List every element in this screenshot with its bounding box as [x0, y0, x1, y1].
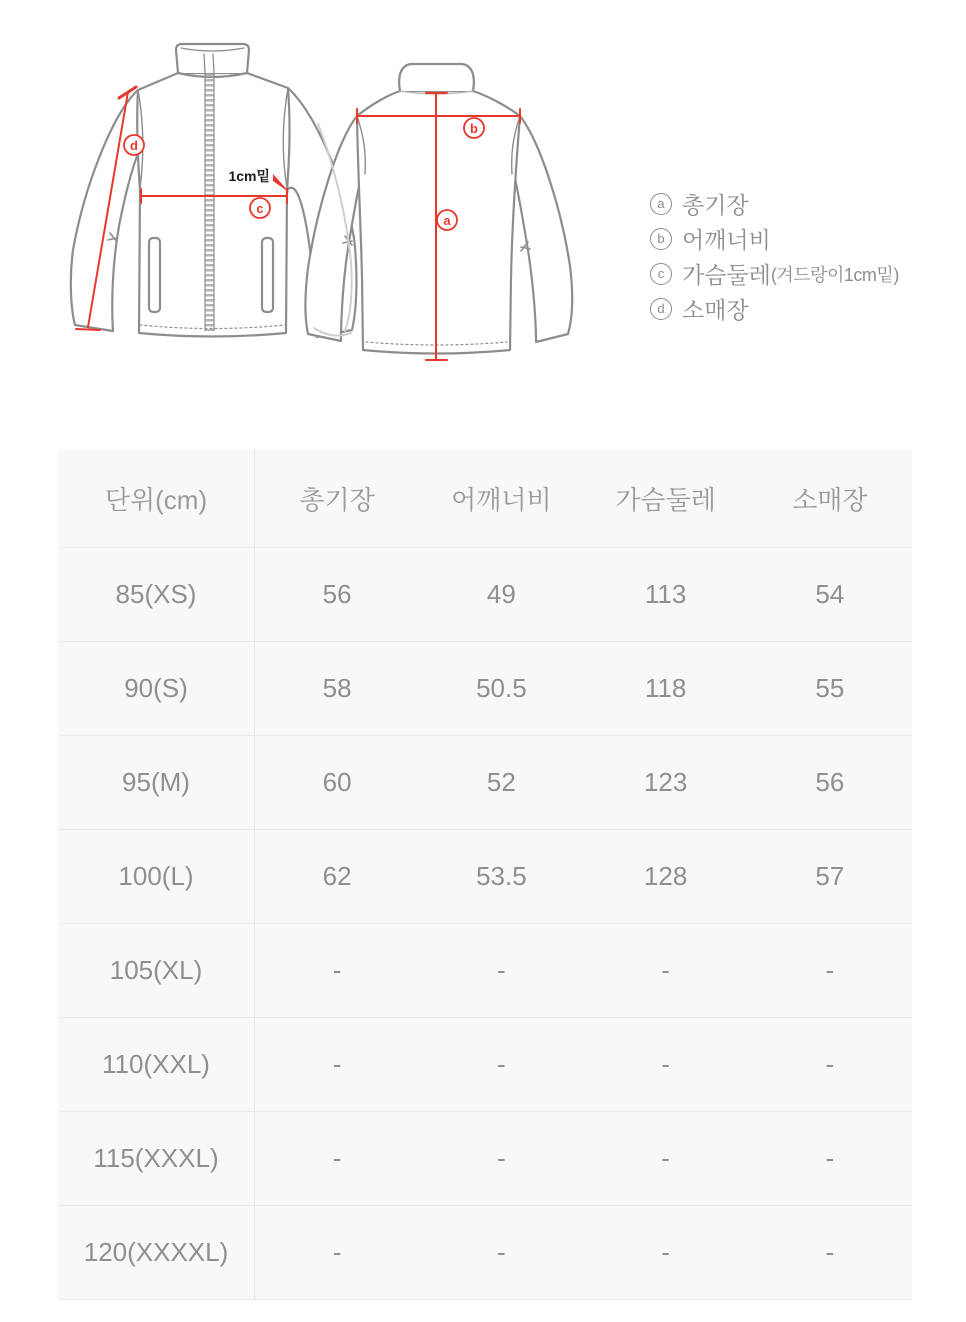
legend-item-b: [650, 221, 899, 256]
value-cell: -: [497, 1237, 506, 1267]
value-cell: -: [332, 1143, 342, 1173]
value-cell: 123: [643, 767, 688, 797]
size-cell: 115(XXXL): [58, 1112, 255, 1205]
value-cell: -: [332, 1237, 342, 1267]
size-table: [58, 450, 912, 1300]
value-cell: 56: [322, 579, 352, 609]
value-cell: 55: [815, 673, 845, 703]
header-chest: 가슴둘레: [615, 485, 716, 515]
value-cell: -: [825, 1143, 835, 1173]
table-row: [58, 1112, 912, 1206]
table-row: [58, 830, 912, 924]
value-cell: 113: [644, 579, 687, 609]
marker-a-circle-icon: a: [650, 193, 672, 215]
value-cell: -: [661, 1049, 670, 1079]
marker-b-circle-icon: b: [650, 228, 672, 250]
value-cell: 60: [322, 767, 352, 797]
size-cell: 110(XXL): [58, 1018, 255, 1111]
size-cell: 90(S): [58, 642, 255, 735]
value-cell: 62: [322, 861, 352, 891]
value-cell: -: [332, 1049, 342, 1079]
marker-d-circle-icon: d: [650, 298, 672, 320]
front-jacket-collar: [176, 44, 249, 73]
value-cell: -: [825, 1049, 835, 1079]
value-cell: -: [497, 1049, 506, 1079]
value-cell: -: [661, 1143, 670, 1173]
marker-c-icon: c: [256, 201, 264, 216]
legend-label-d: 소매장: [682, 297, 749, 323]
header-shoulder-width: 어깨너비: [451, 485, 552, 515]
table-row: [58, 548, 912, 642]
value-cell: -: [497, 955, 506, 985]
legend-item-d: [650, 291, 899, 326]
value-cell: -: [825, 955, 835, 985]
value-cell: 128: [643, 861, 688, 891]
header-unit: 단위(cm): [58, 450, 255, 547]
table-row: [58, 1206, 912, 1300]
value-cell: 57: [815, 861, 845, 891]
value-cell: 52: [486, 767, 516, 797]
size-cell: 85(XS): [58, 548, 255, 641]
header-sleeve-length: 소매장: [792, 485, 868, 515]
jacket-measurement-diagram: [60, 28, 660, 378]
value-cell: 58: [322, 673, 352, 703]
value-cell: -: [332, 955, 342, 985]
marker-d-icon: d: [130, 138, 138, 153]
back-jacket-right-sleeve: [510, 116, 572, 342]
measurement-legend: [650, 186, 899, 326]
legend-label-c: 가슴둘레: [682, 262, 771, 288]
front-jacket-left-sleeve: [71, 90, 140, 331]
size-cell: 100(L): [58, 830, 255, 923]
legend-suffix-c: (겨드랑이1cm밑): [770, 264, 899, 285]
size-cell: 120(XXXXL): [58, 1206, 255, 1299]
value-cell: -: [661, 955, 670, 985]
legend-label-b: 어깨너비: [682, 227, 771, 253]
marker-c-circle-icon: c: [650, 263, 672, 285]
marker-a-icon: a: [443, 213, 451, 228]
legend-label-a: 총기장: [682, 192, 749, 218]
value-cell: 56: [815, 767, 845, 797]
table-row: [58, 642, 912, 736]
value-cell: 118: [644, 673, 687, 703]
marker-b-icon: b: [470, 121, 478, 136]
size-cell: 105(XL): [58, 924, 255, 1017]
value-cell: -: [497, 1143, 506, 1173]
table-row: [58, 924, 912, 1018]
size-cell: 95(M): [58, 736, 255, 829]
value-cell: 50.5: [476, 673, 527, 703]
size-table-header-row: [58, 450, 912, 548]
value-cell: 49: [486, 579, 516, 609]
legend-item-a: [650, 186, 899, 221]
header-total-length: 총기장: [299, 485, 375, 515]
value-cell: -: [825, 1237, 835, 1267]
armpit-note-label: 1cm밑: [228, 168, 270, 184]
value-cell: 53.5: [476, 861, 527, 891]
legend-item-c: [650, 256, 899, 291]
value-cell: 54: [815, 579, 845, 609]
value-cell: -: [661, 1237, 670, 1267]
table-row: [58, 736, 912, 830]
back-jacket-collar: [399, 64, 474, 91]
table-row: [58, 1018, 912, 1112]
